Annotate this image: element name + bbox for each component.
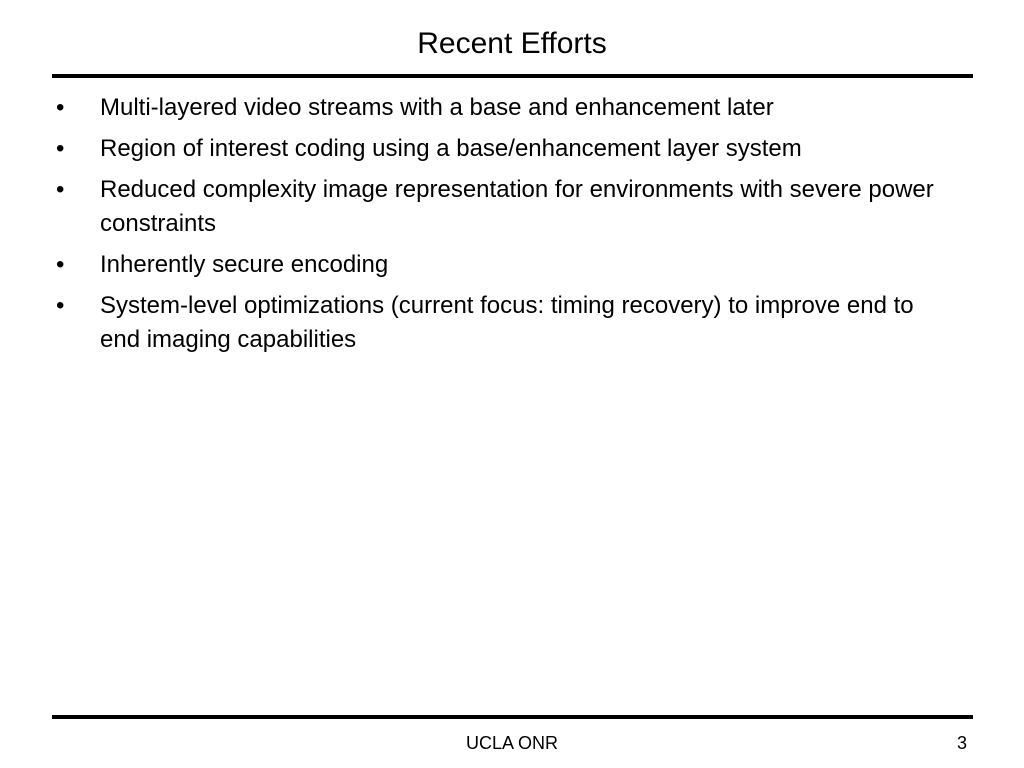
bullet-item	[55, 91, 960, 125]
bullet-text: System-level optimizations (current focus: timing recovery) to improve end to end imaging capabilities	[100, 292, 914, 353]
footer-divider	[52, 715, 973, 719]
bullet-item	[55, 289, 960, 357]
bullet-text: Inherently secure encoding	[100, 251, 389, 278]
bullet-text: Region of interest coding using a base/enhancement layer system	[100, 135, 802, 162]
page-number: 3	[956, 733, 967, 753]
bullet-marker: •	[56, 94, 65, 121]
bullet-text: Multi-layered video streams with a base and enhancement later	[100, 94, 774, 121]
bullet-marker: •	[56, 251, 65, 278]
bullet-marker: •	[56, 292, 65, 319]
slide-title: Recent Efforts	[417, 27, 607, 60]
bullet-text: Reduced complexity image representation for environments with severe power constraints	[100, 176, 934, 237]
title-divider	[52, 74, 973, 78]
bullet-item	[55, 173, 960, 241]
bullet-marker: •	[56, 176, 65, 203]
bullet-item	[55, 248, 960, 282]
bullet-list	[55, 91, 960, 364]
bullet-item	[55, 132, 960, 166]
footer-text: UCLA ONR	[465, 733, 559, 753]
bullet-marker: •	[56, 135, 65, 162]
